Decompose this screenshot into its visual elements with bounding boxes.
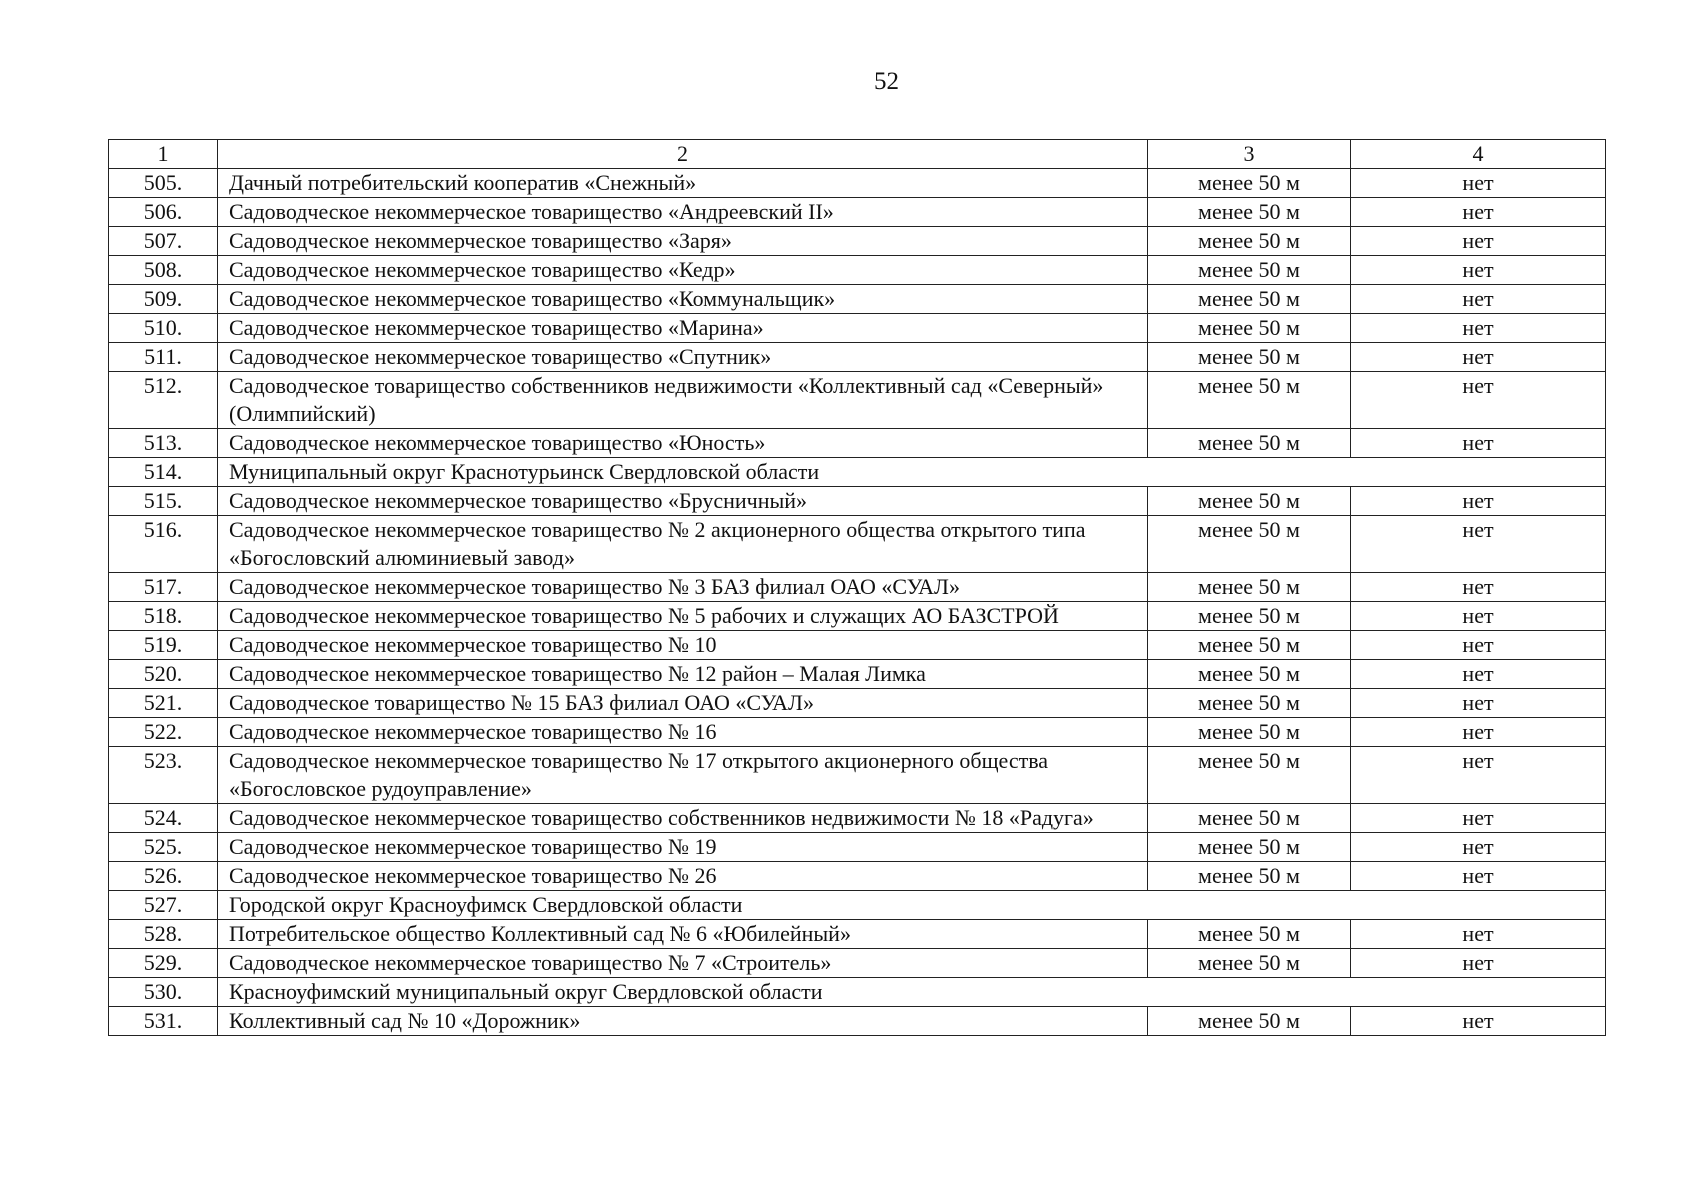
table-row [109,804,1606,833]
distance-cell: менее 50 м [1148,343,1351,372]
flag-cell: нет [1351,487,1606,516]
table-row [109,573,1606,602]
flag-cell: нет [1351,747,1606,804]
row-number: 521. [109,689,218,718]
row-number: 505. [109,169,218,198]
distance-cell: менее 50 м [1148,949,1351,978]
row-number: 515. [109,487,218,516]
organization-name: Садоводческое некоммерческое товарищество № 3 БАЗ филиал ОАО «СУАЛ» [218,573,1148,602]
flag-cell: нет [1351,516,1606,573]
row-number: 528. [109,920,218,949]
table-header [109,140,1606,169]
table-row [109,314,1606,343]
table-row [109,949,1606,978]
row-number: 518. [109,602,218,631]
table-row [109,920,1606,949]
distance-cell: менее 50 м [1148,573,1351,602]
organization-name: Садоводческое некоммерческое товарищество «Марина» [218,314,1148,343]
distance-cell: менее 50 м [1148,198,1351,227]
flag-cell: нет [1351,804,1606,833]
distance-cell: менее 50 м [1148,660,1351,689]
row-number: 529. [109,949,218,978]
table-row [109,169,1606,198]
organization-name: Садоводческое некоммерческое товарищество № 19 [218,833,1148,862]
table-row [109,833,1606,862]
distance-cell: менее 50 м [1148,1007,1351,1036]
distance-cell: менее 50 м [1148,285,1351,314]
table-body [109,169,1606,1036]
distance-cell: менее 50 м [1148,314,1351,343]
section-row [109,458,1606,487]
flag-cell: нет [1351,429,1606,458]
column-header-1: 1 [109,140,218,169]
organization-name: Садоводческое некоммерческое товарищество № 5 рабочих и служащих АО БАЗСТРОЙ [218,602,1148,631]
distance-cell: менее 50 м [1148,631,1351,660]
organization-name: Садоводческое некоммерческое товарищество «Коммунальщик» [218,285,1148,314]
row-number: 519. [109,631,218,660]
organization-name: Садоводческое товарищество собственников недвижимости «Коллективный сад «Северный» (Олимпийский) [218,372,1148,429]
table-row [109,718,1606,747]
table-row [109,487,1606,516]
organization-name: Садоводческое некоммерческое товарищество № 16 [218,718,1148,747]
column-header-2: 2 [218,140,1148,169]
organization-name: Садоводческое некоммерческое товарищество «Андреевский II» [218,198,1148,227]
flag-cell: нет [1351,949,1606,978]
section-row [109,978,1606,1007]
flag-cell: нет [1351,169,1606,198]
flag-cell: нет [1351,920,1606,949]
section-title: Муниципальный округ Краснотурьинск Свердловской области [218,458,1606,487]
table-row [109,516,1606,573]
flag-cell: нет [1351,198,1606,227]
table-row [109,631,1606,660]
flag-cell: нет [1351,602,1606,631]
distance-cell: менее 50 м [1148,487,1351,516]
header-row [109,140,1606,169]
row-number: 510. [109,314,218,343]
table-row [109,689,1606,718]
distance-cell: менее 50 м [1148,429,1351,458]
distance-cell: менее 50 м [1148,718,1351,747]
row-number: 531. [109,1007,218,1036]
organization-name: Садоводческое некоммерческое товарищество № 26 [218,862,1148,891]
flag-cell: нет [1351,718,1606,747]
row-number: 514. [109,458,218,487]
organization-name: Садоводческое некоммерческое товарищество № 7 «Строитель» [218,949,1148,978]
flag-cell: нет [1351,1007,1606,1036]
organization-name: Потребительское общество Коллективный сад № 6 «Юбилейный» [218,920,1148,949]
row-number: 525. [109,833,218,862]
organization-name: Дачный потребительский кооператив «Снежный» [218,169,1148,198]
flag-cell: нет [1351,833,1606,862]
distance-cell: менее 50 м [1148,689,1351,718]
table-row [109,660,1606,689]
row-number: 522. [109,718,218,747]
flag-cell: нет [1351,256,1606,285]
flag-cell: нет [1351,343,1606,372]
distance-cell: менее 50 м [1148,227,1351,256]
column-header-4: 4 [1351,140,1606,169]
row-number: 530. [109,978,218,1007]
row-number: 512. [109,372,218,429]
flag-cell: нет [1351,862,1606,891]
table-row [109,198,1606,227]
row-number: 507. [109,227,218,256]
flag-cell: нет [1351,689,1606,718]
page-number: 52 [874,68,899,95]
distance-cell: менее 50 м [1148,920,1351,949]
flag-cell: нет [1351,660,1606,689]
row-number: 527. [109,891,218,920]
organization-name: Садоводческое некоммерческое товарищество № 12 район – Малая Лимка [218,660,1148,689]
organization-name: Садоводческое некоммерческое товарищество «Юность» [218,429,1148,458]
distance-cell: менее 50 м [1148,169,1351,198]
section-title: Городской округ Красноуфимск Свердловской области [218,891,1606,920]
organization-name: Коллективный сад № 10 «Дорожник» [218,1007,1148,1036]
organization-name: Садоводческое некоммерческое товарищество № 17 открытого акционерного общества «Богословское рудоуправление» [218,747,1148,804]
table-row [109,227,1606,256]
row-number: 520. [109,660,218,689]
distance-cell: менее 50 м [1148,862,1351,891]
table-row [109,343,1606,372]
flag-cell: нет [1351,573,1606,602]
organization-name: Садоводческое некоммерческое товарищество «Брусничный» [218,487,1148,516]
row-number: 526. [109,862,218,891]
row-number: 516. [109,516,218,573]
distance-cell: менее 50 м [1148,602,1351,631]
table-row [109,256,1606,285]
distance-cell: менее 50 м [1148,833,1351,862]
table-row [109,429,1606,458]
table-row [109,862,1606,891]
table-row [109,1007,1606,1036]
distance-cell: менее 50 м [1148,804,1351,833]
distance-cell: менее 50 м [1148,747,1351,804]
row-number: 523. [109,747,218,804]
organization-name: Садоводческое некоммерческое товарищество «Спутник» [218,343,1148,372]
distance-cell: менее 50 м [1148,516,1351,573]
table-row [109,285,1606,314]
table-row [109,372,1606,429]
section-row [109,891,1606,920]
flag-cell: нет [1351,631,1606,660]
row-number: 517. [109,573,218,602]
organization-name: Садоводческое товарищество № 15 БАЗ филиал ОАО «СУАЛ» [218,689,1148,718]
row-number: 508. [109,256,218,285]
row-number: 511. [109,343,218,372]
row-number: 506. [109,198,218,227]
organization-name: Садоводческое некоммерческое товарищество «Кедр» [218,256,1148,285]
section-title: Красноуфимский муниципальный округ Свердловской области [218,978,1606,1007]
distance-cell: менее 50 м [1148,256,1351,285]
organization-name: Садоводческое некоммерческое товарищество № 10 [218,631,1148,660]
organization-name: Садоводческое некоммерческое товарищество № 2 акционерного общества открытого типа «Богословский алюминиевый завод» [218,516,1148,573]
distance-cell: менее 50 м [1148,372,1351,429]
flag-cell: нет [1351,285,1606,314]
registry-table [108,139,1606,1036]
row-number: 524. [109,804,218,833]
row-number: 513. [109,429,218,458]
table-row [109,747,1606,804]
column-header-3: 3 [1148,140,1351,169]
organization-name: Садоводческое некоммерческое товарищество собственников недвижимости № 18 «Радуга» [218,804,1148,833]
flag-cell: нет [1351,227,1606,256]
table-row [109,602,1606,631]
row-number: 509. [109,285,218,314]
flag-cell: нет [1351,372,1606,429]
flag-cell: нет [1351,314,1606,343]
organization-name: Садоводческое некоммерческое товарищество «Заря» [218,227,1148,256]
